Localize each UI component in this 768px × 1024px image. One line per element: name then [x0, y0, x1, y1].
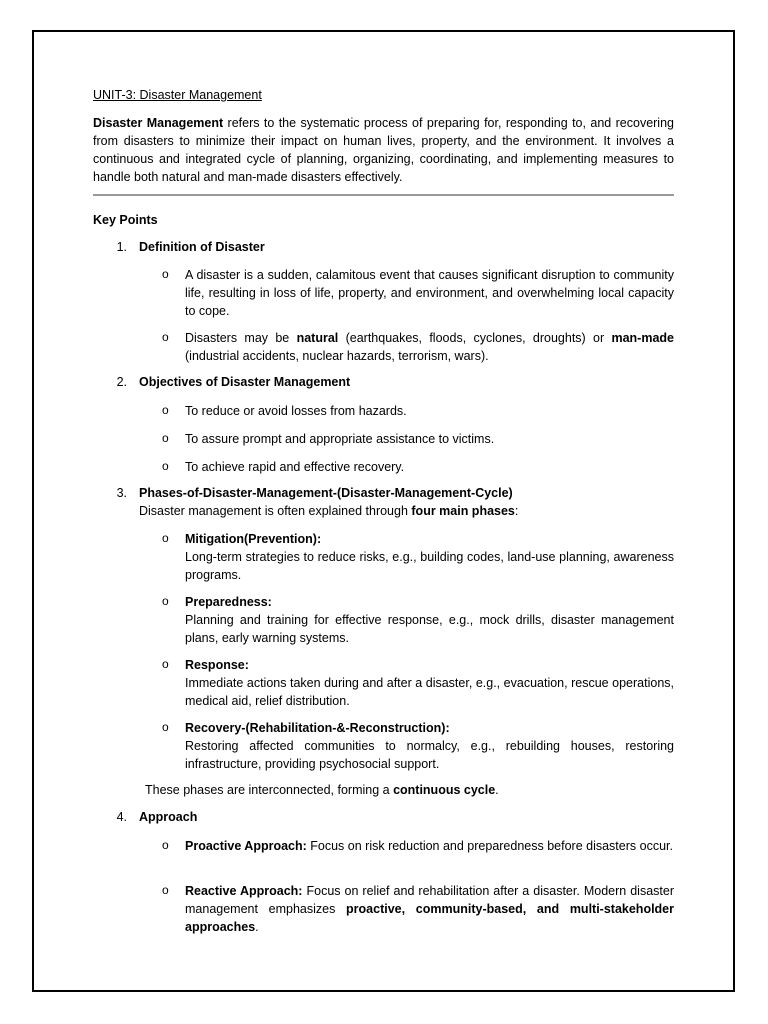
bullet-marker: o	[162, 531, 169, 545]
phase-mitigation-text: Long-term strategies to reduce risks, e.g., building codes, land-use planning, awareness programs.	[185, 550, 674, 582]
reactive-post: .	[255, 920, 259, 934]
bullet-marker: o	[162, 720, 169, 734]
cycle-note-pre: These phases are interconnected, forming a	[145, 783, 394, 797]
approach-proactive	[185, 837, 674, 855]
bullet-marker: o	[162, 883, 169, 897]
phases-intro	[139, 504, 518, 518]
proactive-title: Proactive Approach:	[185, 839, 307, 853]
objective-bullet-1: To reduce or avoid losses from hazards.	[185, 404, 407, 418]
cycle-note	[145, 783, 499, 797]
phase-recovery-text: Restoring affected communities to normalcy, e.g., rebuilding houses, restoring infrastructure, providing psychosocial support.	[185, 739, 674, 771]
phase-response	[185, 656, 674, 710]
phase-response-title: Response:	[185, 658, 249, 672]
horizontal-divider	[93, 194, 674, 196]
phase-preparedness	[185, 593, 674, 647]
bullet-marker: o	[162, 431, 169, 445]
intro-term: Disaster Management	[93, 116, 224, 130]
four-phases-term: four main phases	[411, 504, 515, 518]
reactive-text: Focus on relief and rehabilitation after a disaster. Modern disaster management emphasizes	[185, 884, 674, 916]
bullet-marker: o	[162, 657, 169, 671]
section-4-number: 4.	[116, 810, 127, 824]
page-title: UNIT-3: Disaster Management	[93, 88, 262, 102]
bullet-marker: o	[162, 267, 169, 281]
phase-recovery	[185, 719, 674, 773]
phase-response-text: Immediate actions taken during and after a disaster, e.g., evacuation, rescue operations, medical aid, relief distribution.	[185, 676, 674, 708]
section-1-heading: Definition of Disaster	[139, 240, 265, 254]
phase-preparedness-text: Planning and training for effective response, e.g., mock drills, disaster management plans, early warning systems.	[185, 613, 674, 645]
section-1-number: 1.	[116, 240, 127, 254]
objective-bullet-3: To achieve rapid and effective recovery.	[185, 460, 405, 474]
section-3-heading: Phases-of-Disaster-Management-(Disaster-Management-Cycle)	[139, 486, 513, 500]
approach-reactive	[185, 882, 674, 936]
phase-preparedness-title: Preparedness:	[185, 595, 272, 609]
phases-intro-pre: Disaster management is often explained through	[139, 504, 412, 518]
natural-term: natural	[296, 331, 339, 345]
section-2-heading: Objectives of Disaster Management	[139, 375, 351, 389]
definition-bullet-2	[185, 329, 674, 365]
bullet-marker: o	[162, 330, 169, 344]
modern-approaches-term: proactive, community-based, and multi-stakeholder approaches	[185, 902, 675, 934]
intro-paragraph	[93, 114, 674, 186]
bullet-marker: o	[162, 838, 169, 852]
bullet-2-pre: Disasters may be	[185, 331, 297, 345]
section-4-heading: Approach	[139, 810, 198, 824]
bullet-2-mid: (earthquakes, floods, cyclones, droughts) or	[338, 331, 612, 345]
bullet-marker: o	[162, 594, 169, 608]
section-2-number: 2.	[116, 375, 127, 389]
proactive-text: Focus on risk reduction and preparedness before disasters occur.	[306, 839, 673, 853]
phases-intro-post: :	[514, 504, 519, 518]
phase-mitigation-title: Mitigation(Prevention):	[185, 532, 322, 546]
man-made-term: man-made	[611, 331, 674, 345]
objective-bullet-2: To assure prompt and appropriate assistance to victims.	[185, 432, 495, 446]
continuous-cycle-term: continuous cycle	[393, 783, 496, 797]
bullet-2-post: (industrial accidents, nuclear hazards, terrorism, wars).	[185, 349, 489, 363]
phase-mitigation	[185, 530, 674, 584]
bullet-marker: o	[162, 403, 169, 417]
definition-bullet-1: A disaster is a sudden, calamitous event that causes significant disruption to community life, resulting in loss of life, property, and environment, and overwhelming local capacity to cope.	[185, 268, 674, 318]
reactive-title: Reactive Approach:	[185, 884, 303, 898]
key-points-heading: Key Points	[93, 213, 158, 227]
bullet-marker: o	[162, 459, 169, 473]
intro-text: refers to the systematic process of preparing for, responding to, and recovering from disasters to minimize their impact on human lives, property, and the environment. It involves a continuous and integrated cycle of planning, organizing, coordinating, and implementing measures to handle both natural and man-made disasters effectively.	[93, 116, 674, 184]
cycle-note-post: .	[495, 783, 499, 797]
section-3-number: 3.	[116, 486, 127, 500]
phase-recovery-title: Recovery-(Rehabilitation-&-Reconstruction):	[185, 721, 450, 735]
